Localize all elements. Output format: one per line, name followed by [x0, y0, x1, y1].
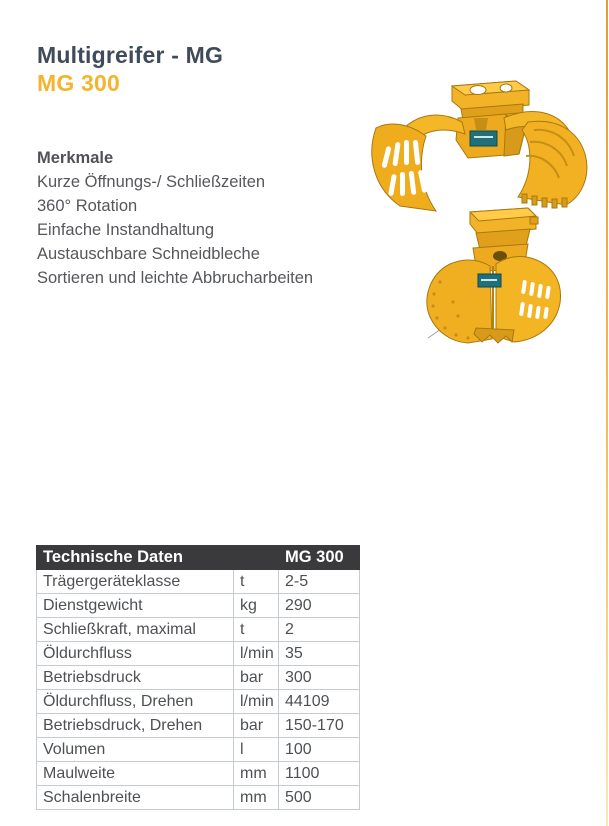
table-model-header: MG 300	[279, 546, 360, 570]
multigrab-closed-image	[418, 202, 570, 350]
spec-value: 2-5	[279, 570, 360, 594]
spec-unit: l/min	[234, 642, 279, 666]
table-row	[37, 738, 360, 762]
multigrab-open-image	[366, 78, 594, 220]
features-heading: Merkmale	[37, 149, 114, 167]
feature-item: Einfache Instandhaltung	[37, 221, 215, 239]
technical-data-table	[36, 545, 360, 810]
spec-unit: kg	[234, 594, 279, 618]
feature-item: Sortieren und leichte Abbrucharbeiten	[37, 269, 314, 287]
spec-label: Öldurchfluss	[37, 642, 234, 666]
spec-value: 500	[279, 786, 360, 810]
spec-label: Maulweite	[37, 762, 234, 786]
spec-unit: bar	[234, 714, 279, 738]
table-row	[37, 762, 360, 786]
spec-unit: l/min	[234, 690, 279, 714]
spec-value: 300	[279, 666, 360, 690]
spec-value: 290	[279, 594, 360, 618]
table-row	[37, 714, 360, 738]
spec-value: 1100	[279, 762, 360, 786]
table-title: Technische Daten	[37, 546, 234, 570]
spec-label: Schließkraft, maximal	[37, 618, 234, 642]
model-subtitle: MG 300	[37, 70, 121, 96]
spec-unit: bar	[234, 666, 279, 690]
table-row	[37, 594, 360, 618]
feature-item: 360° Rotation	[37, 197, 138, 215]
table-row	[37, 618, 360, 642]
feature-item: Austauschbare Schneidbleche	[37, 245, 260, 263]
table-row	[37, 690, 360, 714]
spec-label: Trägergeräteklasse	[37, 570, 234, 594]
spec-label: Volumen	[37, 738, 234, 762]
brand-badge	[470, 131, 497, 146]
spec-label: Öldurchfluss, Drehen	[37, 690, 234, 714]
brand-badge-text	[481, 279, 497, 281]
spec-unit: t	[234, 618, 279, 642]
brand-badge-text	[474, 136, 493, 138]
spec-value: 2	[279, 618, 360, 642]
feature-item: Kurze Öffnungs-/ Schließzeiten	[37, 173, 266, 191]
table-unit-header	[234, 546, 279, 570]
spec-unit: t	[234, 570, 279, 594]
table-row	[37, 570, 360, 594]
table-row	[37, 666, 360, 690]
spec-label: Schalenbreite	[37, 786, 234, 810]
spec-unit: l	[234, 738, 279, 762]
spec-label: Betriebsdruck, Drehen	[37, 714, 234, 738]
features-section	[37, 146, 313, 290]
spec-value: 35	[279, 642, 360, 666]
table-row	[37, 786, 360, 810]
page-title: Multigreifer - MG	[37, 42, 224, 68]
table-row	[37, 642, 360, 666]
spec-value: 44109	[279, 690, 360, 714]
spec-value: 100	[279, 738, 360, 762]
spec-unit: mm	[234, 786, 279, 810]
spec-label: Dienstgewicht	[37, 594, 234, 618]
table-header-row	[37, 546, 360, 570]
spec-unit: mm	[234, 762, 279, 786]
spec-label: Betriebsdruck	[37, 666, 234, 690]
spec-value: 150-170	[279, 714, 360, 738]
right-edge-accent-line	[606, 0, 608, 826]
